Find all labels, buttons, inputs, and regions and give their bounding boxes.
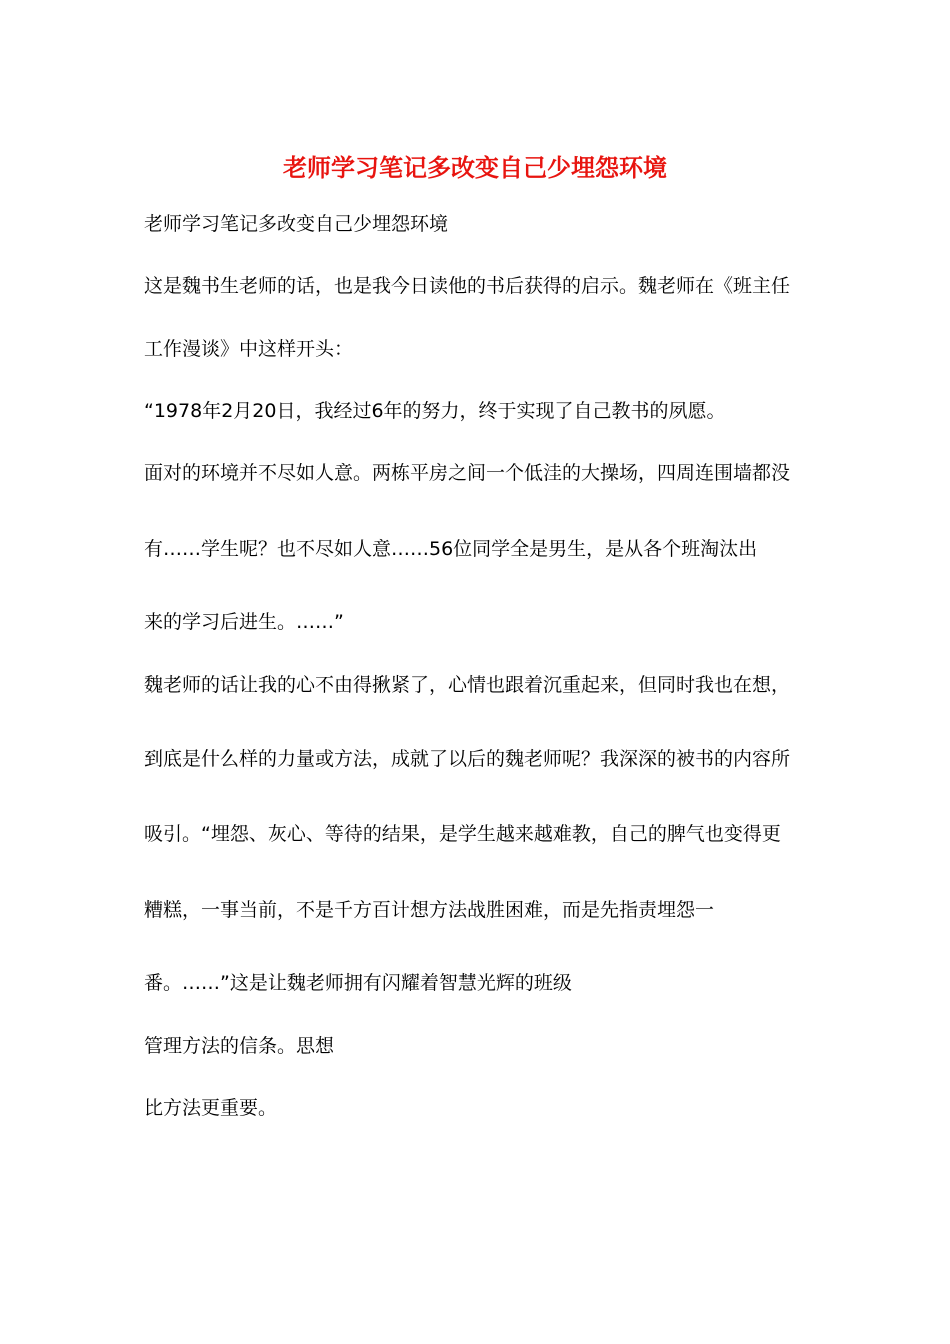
subtitle-line: 老师学习笔记多改变自己少埋怨环境 [144,213,449,235]
text-line: 管理方法的信条。思想 [144,1035,335,1057]
text-line: “1978年2月20日，我经过6年的努力，终于实现了自己教书的夙愿。 [144,400,726,422]
text-line: 比方法更重要。 [144,1097,278,1119]
text-line: 到底是什么样的力量或方法，成就了以后的魏老师呢？我深深的被书的内容所 [144,748,791,770]
text-line: 这是魏书生老师的话，也是我今日读他的书后获得的启示。魏老师在《班主任 [144,275,791,297]
text-line: 面对的环境并不尽如人意。两栋平房之间一个低洼的大操场，四周连围墙都没 [144,462,791,484]
text-line: 来的学习后进生。……” [144,611,344,633]
text-line: 吸引。“埋怨、灰心、等待的结果，是学生越来越难教，自己的脾气也变得更 [144,823,781,845]
text-line: 工作漫谈》中这样开头： [144,338,354,360]
text-line: 魏老师的话让我的心不由得揪紧了，心情也跟着沉重起来，但同时我也在想， [144,674,791,696]
document-title: 老师学习笔记多改变自己少埋怨环境 [283,153,667,182]
text-line: 番。……”这是让魏老师拥有闪耀着智慧光辉的班级 [144,972,572,994]
text-line: 糟糕，一事当前，不是千方百计想方法战胜困难，而是先指责埋怨一 [144,899,715,921]
text-line: 有……学生呢？也不尽如人意……56位同学全是男生，是从各个班淘汰出 [144,538,758,560]
